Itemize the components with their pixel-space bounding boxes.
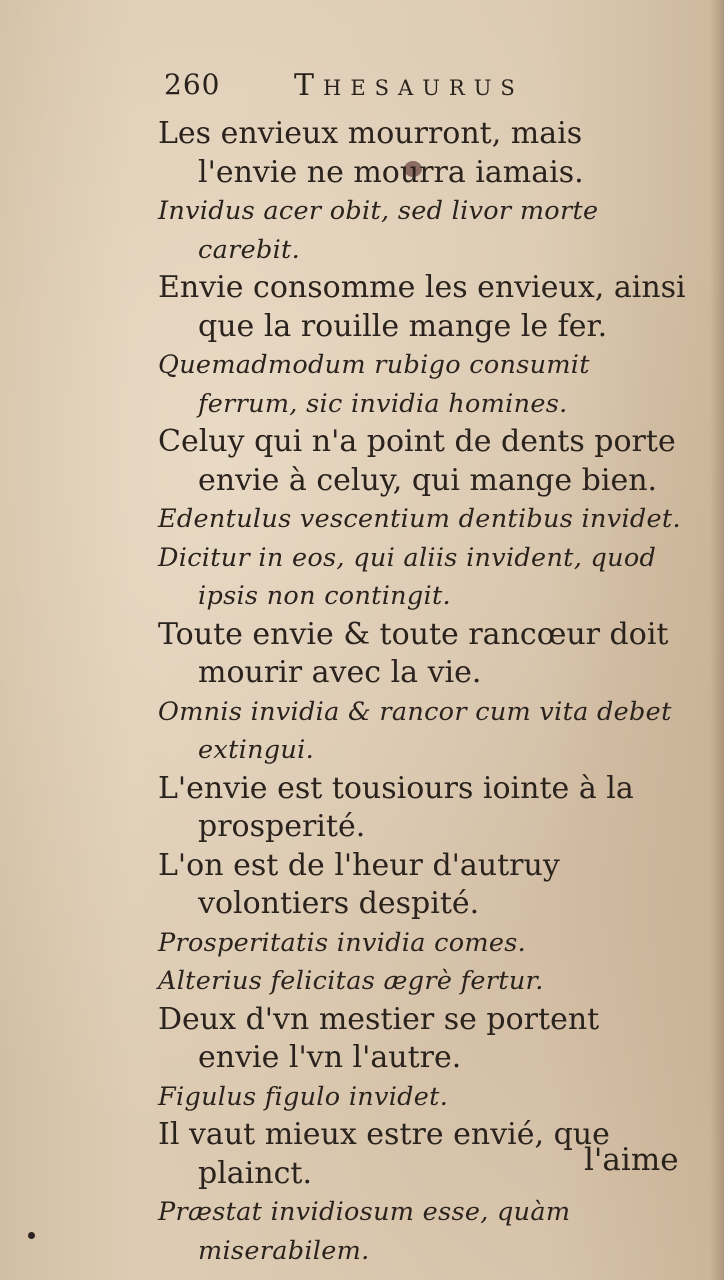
- proverb-latin: Præstat invidiosum esse, quàm miserabilem.: [158, 1197, 571, 1266]
- page-number: 260: [164, 68, 221, 101]
- proverb-french: Celuy qui n'a point de dents porte envie à celuy, qui mange bien.: [158, 424, 676, 498]
- ink-dot: [28, 1232, 35, 1239]
- proverb-latin: Alterius felicitas ægrè fertur.: [158, 966, 544, 996]
- catchword: l'aime: [584, 1142, 679, 1178]
- proverb-french: Toute envie & toute rancœur doit mourir avec la vie.: [158, 616, 669, 690]
- proverb-french: L'envie est tousiours iointe à la prosperité.: [158, 770, 634, 844]
- proverb-latin: Invidus acer obit, sed livor morte carebit.: [158, 196, 599, 265]
- page-body: [158, 115, 688, 1270]
- proverb-french: L'on est de l'heur d'autruy volontiers despité.: [158, 847, 560, 921]
- proverb-french: Les envieux mourront, mais l'envie ne mourra iamais.: [158, 116, 584, 190]
- proverb-french: Deux d'vn mestier se portent envie l'vn l'autre.: [158, 1001, 600, 1075]
- page-header: [164, 62, 604, 104]
- proverb-french: Il vaut mieux estre envié, que plainct.: [158, 1117, 610, 1191]
- proverb-latin: Prosperitatis invidia comes.: [158, 927, 527, 958]
- proverb-latin: Edentulus vescentium dentibus invidet.: [158, 504, 681, 534]
- proverb-french: Envie consomme les envieux, ainsi que la rouille mange le fer.: [158, 270, 686, 344]
- running-title: Thesaurus: [294, 68, 524, 103]
- proverb-latin: Omnis invidia & rancor cum vita debet extingui.: [158, 696, 672, 765]
- proverb-latin: Dicitur in eos, qui aliis invident, quod ipsis non contingit.: [158, 542, 657, 611]
- page-edge-shadow: [710, 0, 724, 1280]
- proverb-latin: Figulus figulo invidet.: [158, 1081, 449, 1112]
- proverb-latin: Quemadmodum rubigo consumit ferrum, sic invidia homines.: [158, 350, 590, 419]
